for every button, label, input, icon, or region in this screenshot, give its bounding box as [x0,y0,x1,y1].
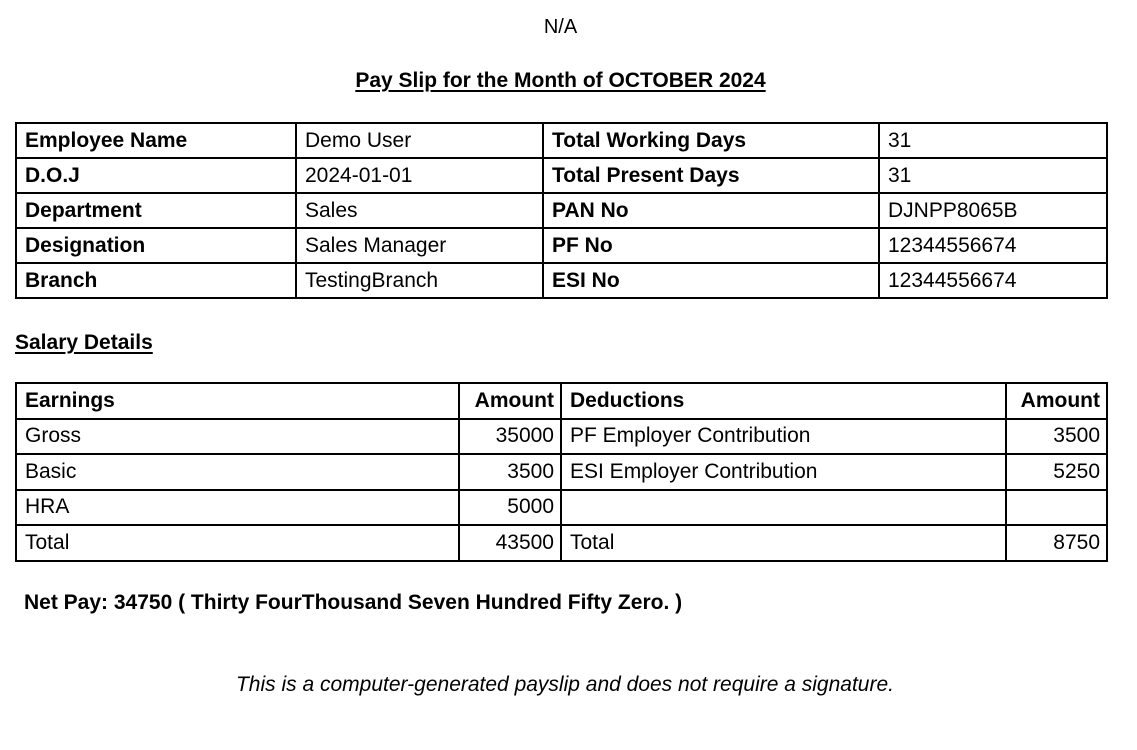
info-value: 2024-01-01 [296,158,543,193]
salary-row [16,490,1107,526]
deduction-total-amount: 8750 [1006,525,1107,561]
employee-info-row [16,158,1107,193]
info-value: 31 [879,158,1107,193]
employee-info-row [16,193,1107,228]
info-label: D.O.J [16,158,296,193]
info-label: Total Present Days [543,158,879,193]
earning-label: Basic [16,454,459,490]
salary-total-row [16,525,1107,561]
info-value: 12344556674 [879,228,1107,263]
earning-total-label: Total [16,525,459,561]
salary-details-heading: Salary Details [15,331,153,354]
earnings-amount-header: Amount [459,383,561,419]
info-value: Sales Manager [296,228,543,263]
info-label: ESI No [543,263,879,298]
employee-info-row [16,123,1107,158]
footer-note: This is a computer-generated payslip and does not require a signature. [235,673,894,696]
info-value: DJNPP8065B [879,193,1107,228]
employee-info-row [16,263,1107,298]
info-label: Total Working Days [543,123,879,158]
earning-label: Gross [16,419,459,455]
earning-label: HRA [16,490,459,526]
employee-info-row [16,228,1107,263]
salary-table [15,382,1108,562]
info-label: PAN No [543,193,879,228]
deductions-header: Deductions [561,383,1006,419]
info-value: Demo User [296,123,543,158]
info-label: Department [16,193,296,228]
info-value: Sales [296,193,543,228]
organization-name: N/A [543,16,578,38]
deduction-total-label: Total [561,525,1006,561]
earning-total-amount: 43500 [459,525,561,561]
employee-info-table [15,122,1108,299]
info-label: PF No [543,228,879,263]
earning-amount: 5000 [459,490,561,526]
deduction-amount [1006,490,1107,526]
salary-row [16,419,1107,455]
deduction-label: PF Employer Contribution [561,419,1006,455]
deductions-amount-header: Amount [1006,383,1107,419]
earnings-header: Earnings [16,383,459,419]
deduction-amount: 5250 [1006,454,1107,490]
earning-amount: 35000 [459,419,561,455]
net-pay: Net Pay: 34750 ( Thirty FourThousand Seven Hundred Fifty Zero. ) [24,591,683,614]
salary-header-row [16,383,1107,419]
salary-row [16,454,1107,490]
info-value: 31 [879,123,1107,158]
deduction-label [561,490,1006,526]
deduction-label: ESI Employer Contribution [561,454,1006,490]
earning-amount: 3500 [459,454,561,490]
info-label: Employee Name [16,123,296,158]
info-label: Branch [16,263,296,298]
deduction-amount: 3500 [1006,419,1107,455]
payslip-title: Pay Slip for the Month of OCTOBER 2024 [355,69,766,92]
info-label: Designation [16,228,296,263]
info-value: TestingBranch [296,263,543,298]
info-value: 12344556674 [879,263,1107,298]
